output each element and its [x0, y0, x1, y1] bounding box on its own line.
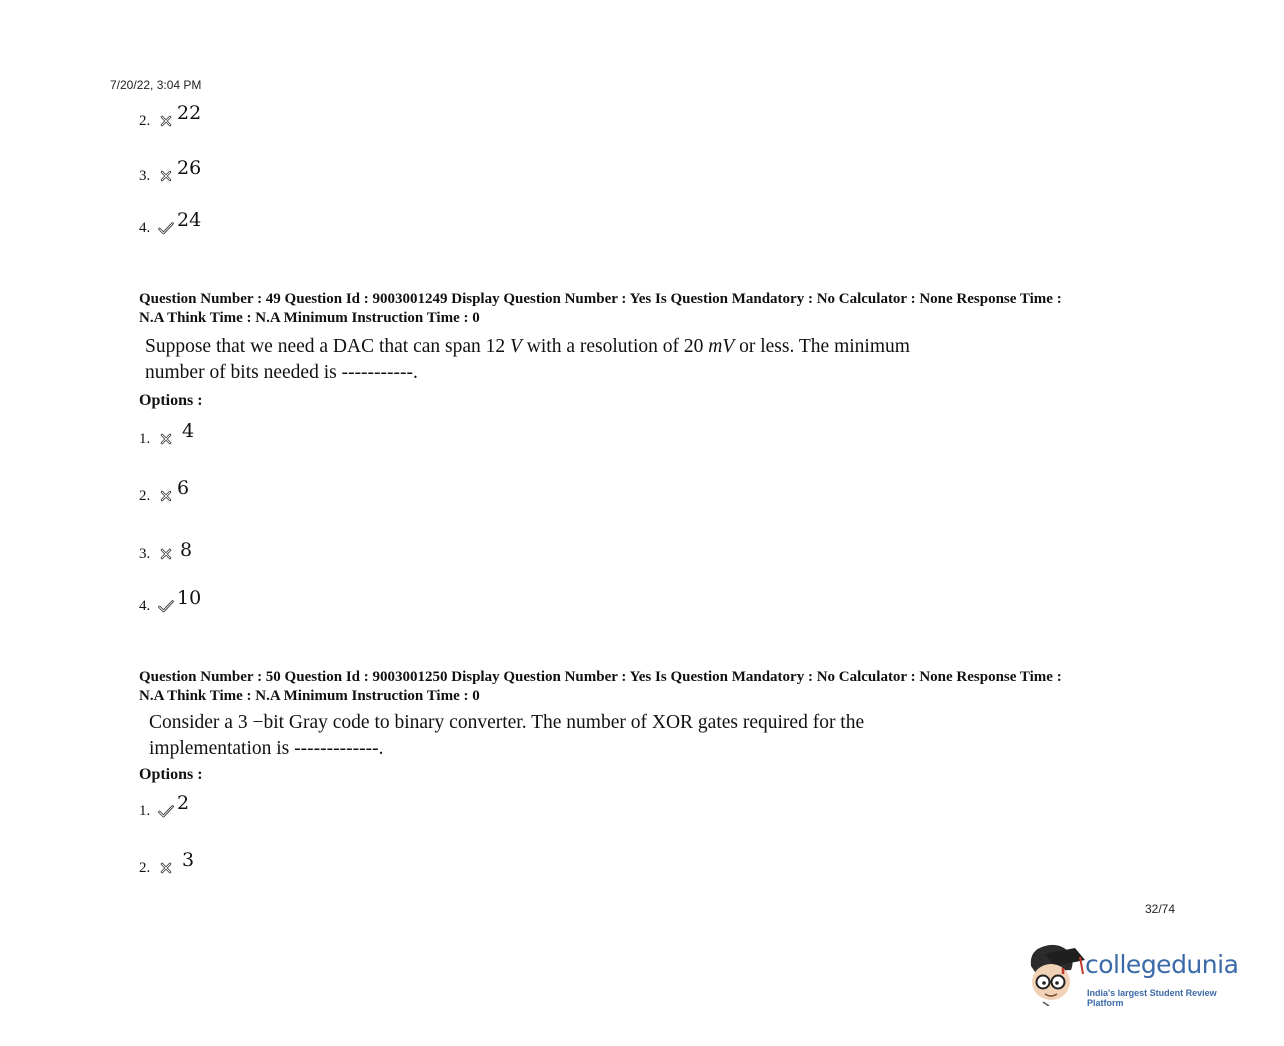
check-icon — [158, 599, 174, 613]
option-number: 1. — [139, 431, 151, 447]
question-meta — [139, 290, 1169, 328]
option-number: 2. — [139, 113, 151, 129]
option-value: 26 — [177, 157, 202, 179]
question-text-segment: Suppose that we need a DAC that can span 12 — [145, 336, 510, 357]
question-text-segment: with a resolution of 20 — [521, 336, 709, 357]
question-meta-line: N.A Think Time : N.A Minimum Instruction Time : 0 — [139, 688, 480, 704]
question-meta-line: Question Number : 49 Question Id : 9003001249 Display Question Number : Yes Is Question Mandatory : No Calculator : None Response Time : — [139, 291, 1062, 307]
page-number: 32/74 — [1145, 902, 1176, 916]
check-icon — [158, 221, 174, 235]
options-label: Options : — [139, 392, 203, 409]
question-text-segment: or less. The minimum — [734, 336, 910, 357]
check-icon — [158, 804, 174, 818]
question-text-line: Consider a 3 −bit Gray code to binary converter. The number of XOR gates required for the — [149, 712, 865, 733]
cross-icon — [158, 432, 174, 446]
option-number: 2. — [139, 860, 151, 876]
option-number: 3. — [139, 168, 151, 184]
question-text — [145, 334, 910, 386]
brand-tagline: India's largest Student Review Platform — [1087, 988, 1217, 1008]
option-value: 24 — [177, 209, 202, 231]
option-value: 22 — [177, 102, 202, 124]
math-variable: mV — [708, 336, 735, 357]
option-value: 3 — [182, 849, 195, 871]
question-meta — [139, 668, 1169, 706]
option-value: 8 — [180, 539, 193, 561]
question-text-line — [145, 334, 910, 360]
option-value: 2 — [177, 792, 190, 814]
option-number: 2. — [139, 488, 151, 504]
question-meta-line: N.A Think Time : N.A Minimum Instruction Time : 0 — [139, 310, 480, 326]
cross-icon — [158, 547, 174, 561]
question-text-line: implementation is -------------. — [149, 738, 384, 759]
question-text-line: number of bits needed is -----------. — [145, 362, 418, 383]
cross-icon — [158, 169, 174, 183]
option-value: 6 — [177, 477, 190, 499]
option-number: 3. — [139, 546, 151, 562]
cross-icon — [158, 114, 174, 128]
print-timestamp: 7/20/22, 3:04 PM — [110, 78, 202, 92]
math-variable: V — [510, 336, 522, 357]
graduate-mascot-icon — [1025, 940, 1087, 1006]
brand-name: collegedunia — [1085, 950, 1239, 979]
cross-icon — [158, 861, 174, 875]
collegedunia-logo — [1025, 936, 1255, 1012]
options-label: Options : — [139, 766, 203, 783]
option-value: 4 — [182, 420, 195, 442]
option-number: 4. — [139, 598, 151, 614]
cross-icon — [158, 489, 174, 503]
question-text — [149, 710, 864, 762]
question-meta-line: Question Number : 50 Question Id : 9003001250 Display Question Number : Yes Is Question Mandatory : No Calculator : None Response Time : — [139, 669, 1062, 685]
option-number: 4. — [139, 220, 151, 236]
option-value: 10 — [177, 587, 202, 609]
option-number: 1. — [139, 803, 151, 819]
